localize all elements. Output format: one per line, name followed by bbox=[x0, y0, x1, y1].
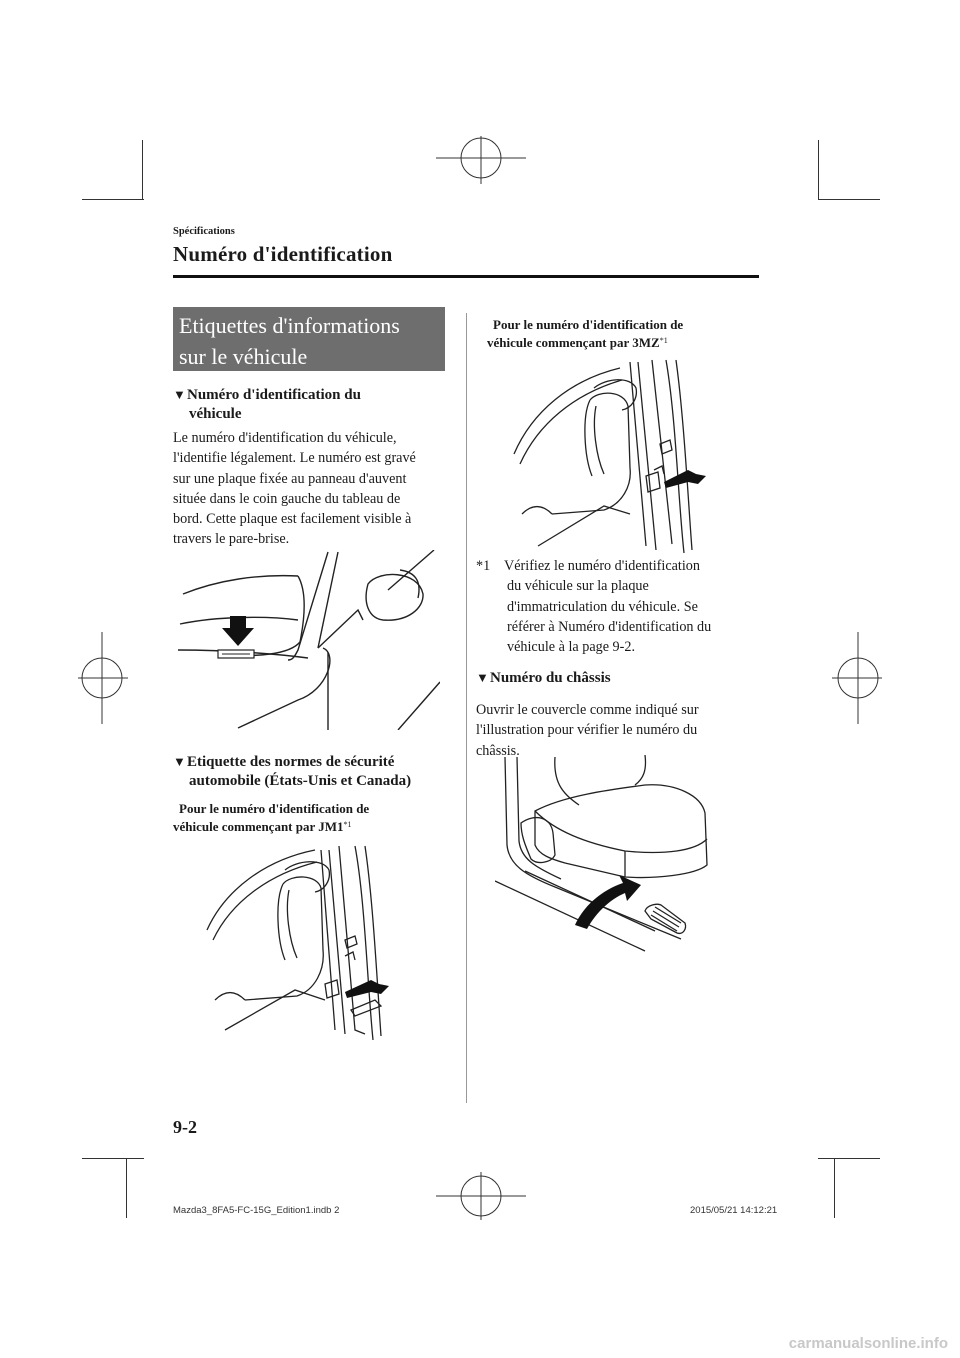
section-title-line2: sur le véhicule bbox=[179, 344, 308, 369]
chassis-paragraph: Ouvrir le couvercle comme indiqué sur l'illustration pour vérifier le numéro du châssis. bbox=[476, 702, 699, 759]
subheading-jm1: Pour le numéro d'identification de véhicule commençant par JM1$^{*1}$ bbox=[173, 801, 370, 834]
registration-mark-bottom bbox=[436, 1170, 526, 1220]
footnote-ref: *1 bbox=[343, 820, 352, 829]
registration-mark-top bbox=[436, 136, 526, 186]
heading-safety-label: ▼Etiquette des normes de sécurité automobile (États-Unis et Canada) bbox=[173, 754, 412, 789]
section-label: Spécifications bbox=[173, 226, 235, 237]
triangle-icon: ▼ bbox=[173, 387, 186, 402]
footnote-ref: *1 bbox=[659, 336, 668, 345]
chassis-number-illustration bbox=[495, 755, 717, 955]
print-timestamp: 2015/05/21 14:12:21 bbox=[690, 1205, 778, 1216]
dashboard-vin-illustration bbox=[178, 550, 440, 730]
vin-paragraph: Le numéro d'identification du véhicule, l'identifie légalement. Le numéro est gravé sur une plaque fixée au panneau d'auvent située dans le coin gauche du tableau de bord. Cette plaque est facilement visible à travers le pare-brise. bbox=[173, 430, 416, 548]
title-rule bbox=[173, 275, 759, 278]
door-pillar-3mz-illustration bbox=[512, 358, 712, 553]
file-info: Mazda3_8FA5-FC-15G_Edition1.indb 2 bbox=[173, 1205, 340, 1216]
triangle-icon: ▼ bbox=[173, 754, 186, 769]
triangle-icon: ▼ bbox=[476, 670, 489, 685]
page-number: 9-2 bbox=[173, 1117, 197, 1137]
registration-mark-left bbox=[78, 632, 128, 724]
page-title: Numéro d'identification bbox=[173, 242, 393, 266]
registration-mark-right bbox=[832, 632, 882, 724]
watermark: carmanualsonline.info bbox=[788, 1335, 948, 1352]
heading-vin: ▼Numéro d'identification du véhicule bbox=[173, 387, 361, 422]
heading-chassis: ▼Numéro du châssis bbox=[476, 670, 611, 686]
column-divider bbox=[466, 313, 467, 1103]
subheading-3mz: Pour le numéro d'identification de véhicule commençant par 3MZ$^{*1}$ bbox=[487, 317, 684, 350]
section-title-line1: Etiquettes d'informations bbox=[179, 313, 400, 338]
footnote-number: *1 bbox=[476, 558, 491, 574]
section-title-box bbox=[173, 307, 445, 371]
footnote: *1 Vérifiez le numéro d'identification du véhicule sur la plaque d'immatriculation du véhicule. Se référer à Numéro d'identification du véhicule à la page 9-2. bbox=[476, 558, 712, 656]
door-pillar-jm1-illustration bbox=[205, 840, 405, 1040]
